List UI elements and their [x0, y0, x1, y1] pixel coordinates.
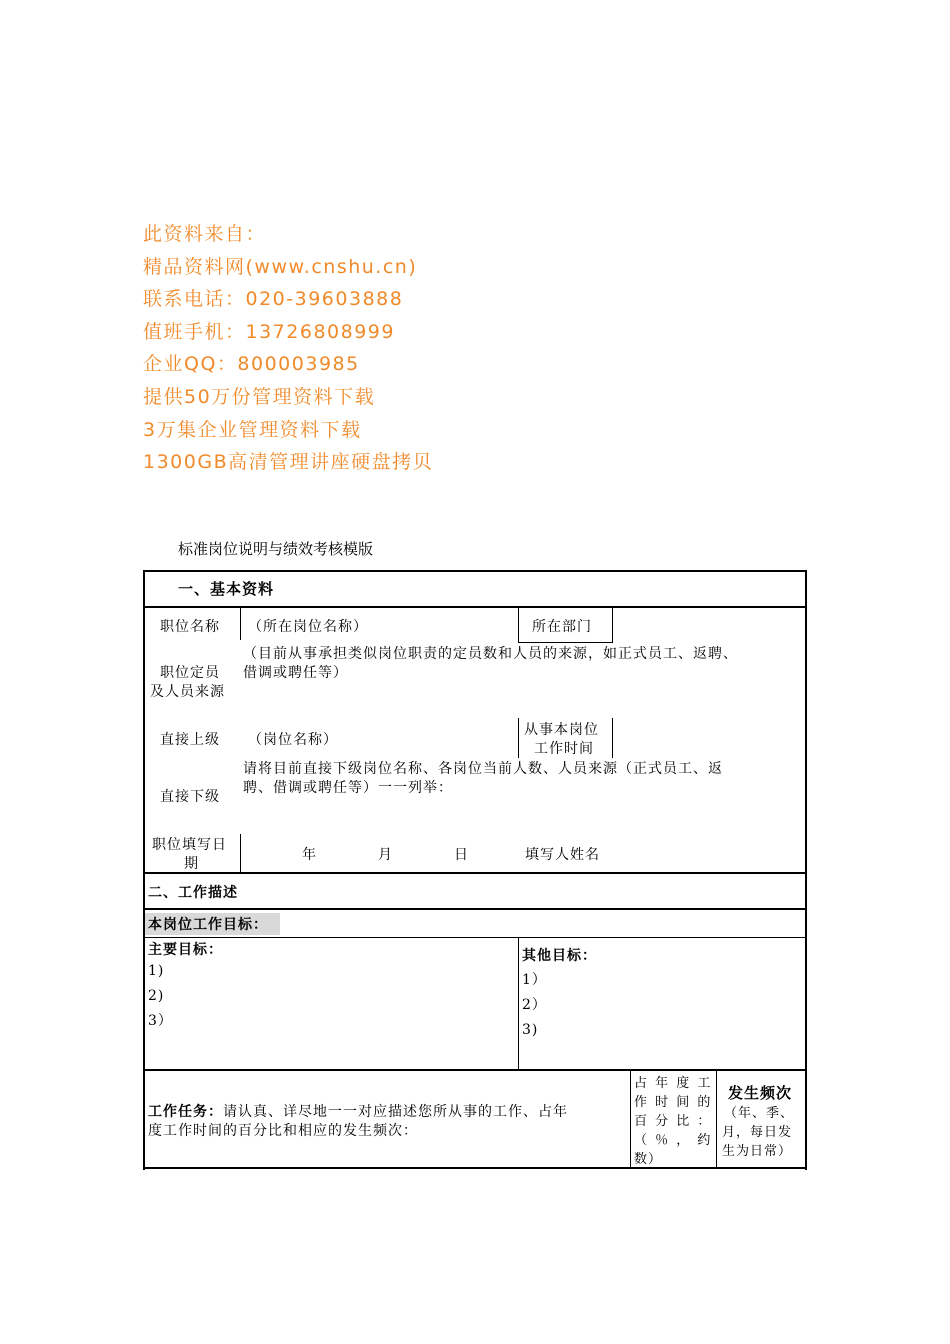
- other-goal-item: 3): [522, 1022, 539, 1038]
- table-border: [630, 1071, 631, 1169]
- year-label: 年: [302, 847, 317, 863]
- staffing-value-2: 借调或聘任等）: [243, 665, 348, 681]
- table-border: [805, 570, 807, 1170]
- table-border: [518, 608, 519, 642]
- promo-line: 3万集企业管理资料下载: [143, 418, 362, 441]
- main-goal-item: 2): [148, 988, 165, 1004]
- task-desc-line-2: 度工作时间的百分比和相应的发生频次：: [148, 1123, 418, 1139]
- month-label: 月: [378, 847, 393, 863]
- table-border: [143, 1069, 807, 1071]
- promo-line: 提供50万份管理资料下载: [143, 385, 376, 408]
- frequency-line: 生为日常）: [722, 1144, 793, 1159]
- position-name-value: （所在岗位名称）: [248, 619, 368, 635]
- task-label: 工作任务：: [148, 1104, 223, 1120]
- frequency-label: 发生频次: [728, 1084, 793, 1102]
- table-border: [143, 606, 807, 608]
- pct-line: 作 时 间 的: [634, 1095, 713, 1110]
- main-goals-label: 主要目标：: [148, 942, 223, 958]
- goal-header: 本岗位工作目标：: [148, 917, 268, 933]
- staffing-label: 职位定员: [160, 665, 220, 681]
- table-border: [518, 642, 613, 643]
- promo-line: 精品资料网(www.cnshu.cn): [143, 255, 418, 278]
- promo-line: 企业QQ：800003985: [143, 353, 360, 376]
- table-border: [143, 872, 807, 874]
- other-goal-item: 2）: [522, 997, 547, 1013]
- table-border: [143, 937, 807, 938]
- main-goal-item: 3）: [148, 1013, 173, 1029]
- frequency-line: （年、季、: [724, 1106, 795, 1121]
- table-border: [518, 937, 519, 1070]
- position-name-label: 职位名称: [160, 619, 220, 635]
- other-goals-label: 其他目标：: [522, 948, 597, 964]
- table-border: [716, 1071, 717, 1169]
- superior-label: 直接上级: [160, 732, 220, 748]
- task-description: [148, 1103, 568, 1122]
- table-border: [240, 834, 241, 872]
- main-goal-item: 1): [148, 963, 165, 979]
- section1-title: 一、基本资料: [178, 580, 275, 598]
- department-label: 所在部门: [532, 619, 592, 635]
- staffing-label-2: 及人员来源: [150, 684, 225, 700]
- subordinate-value-2: 聘、借调或聘任等）一一列举：: [243, 780, 453, 796]
- table-border: [143, 570, 807, 572]
- staffing-value: （目前从事承担类似岗位职责的定员数和人员的来源，如正式员工、返聘、: [243, 646, 738, 662]
- table-border: [612, 608, 613, 642]
- task-desc-line: 请认真、详尽地一一对应描述您所从事的工作、占年: [223, 1104, 568, 1120]
- pct-line: （ ％ ， 约: [634, 1133, 713, 1148]
- table-border: [143, 570, 145, 1170]
- subordinate-value: 请将目前直接下级岗位名称、各岗位当前人数、人员来源（正式员工、返: [243, 761, 723, 777]
- promo-line: 值班手机：13726808999: [143, 320, 395, 343]
- table-border: [612, 718, 613, 758]
- pct-line: 百 分 比 ：: [634, 1114, 713, 1129]
- fill-date-label-2: 期: [184, 856, 199, 872]
- superior-value: （岗位名称）: [248, 732, 338, 748]
- frequency-line: 月，每日发: [722, 1125, 793, 1140]
- pct-line: 占 年 度 工: [634, 1076, 713, 1091]
- other-goal-item: 1）: [522, 972, 547, 988]
- table-border: [240, 608, 241, 640]
- promo-line: 联系电话：020-39603888: [143, 288, 404, 311]
- table-border: [518, 718, 519, 758]
- filler-name-label: 填写人姓名: [525, 847, 600, 863]
- promo-line: 此资料来自：: [143, 223, 267, 245]
- section2-title: 二、工作描述: [148, 885, 238, 901]
- tenure-label: 从事本岗位: [524, 722, 599, 738]
- tenure-label-2: 工作时间: [534, 741, 594, 757]
- pct-line: 数）: [634, 1152, 663, 1167]
- document-title: 标准岗位说明与绩效考核模版: [178, 540, 374, 558]
- subordinate-label: 直接下级: [160, 789, 220, 805]
- day-label: 日: [454, 847, 469, 863]
- table-border: [143, 1167, 807, 1169]
- promo-line: 1300GB高清管理讲座硬盘拷贝: [143, 451, 434, 474]
- table-border: [143, 908, 807, 910]
- promo-block: [143, 218, 433, 479]
- fill-date-label: 职位填写日: [152, 837, 227, 853]
